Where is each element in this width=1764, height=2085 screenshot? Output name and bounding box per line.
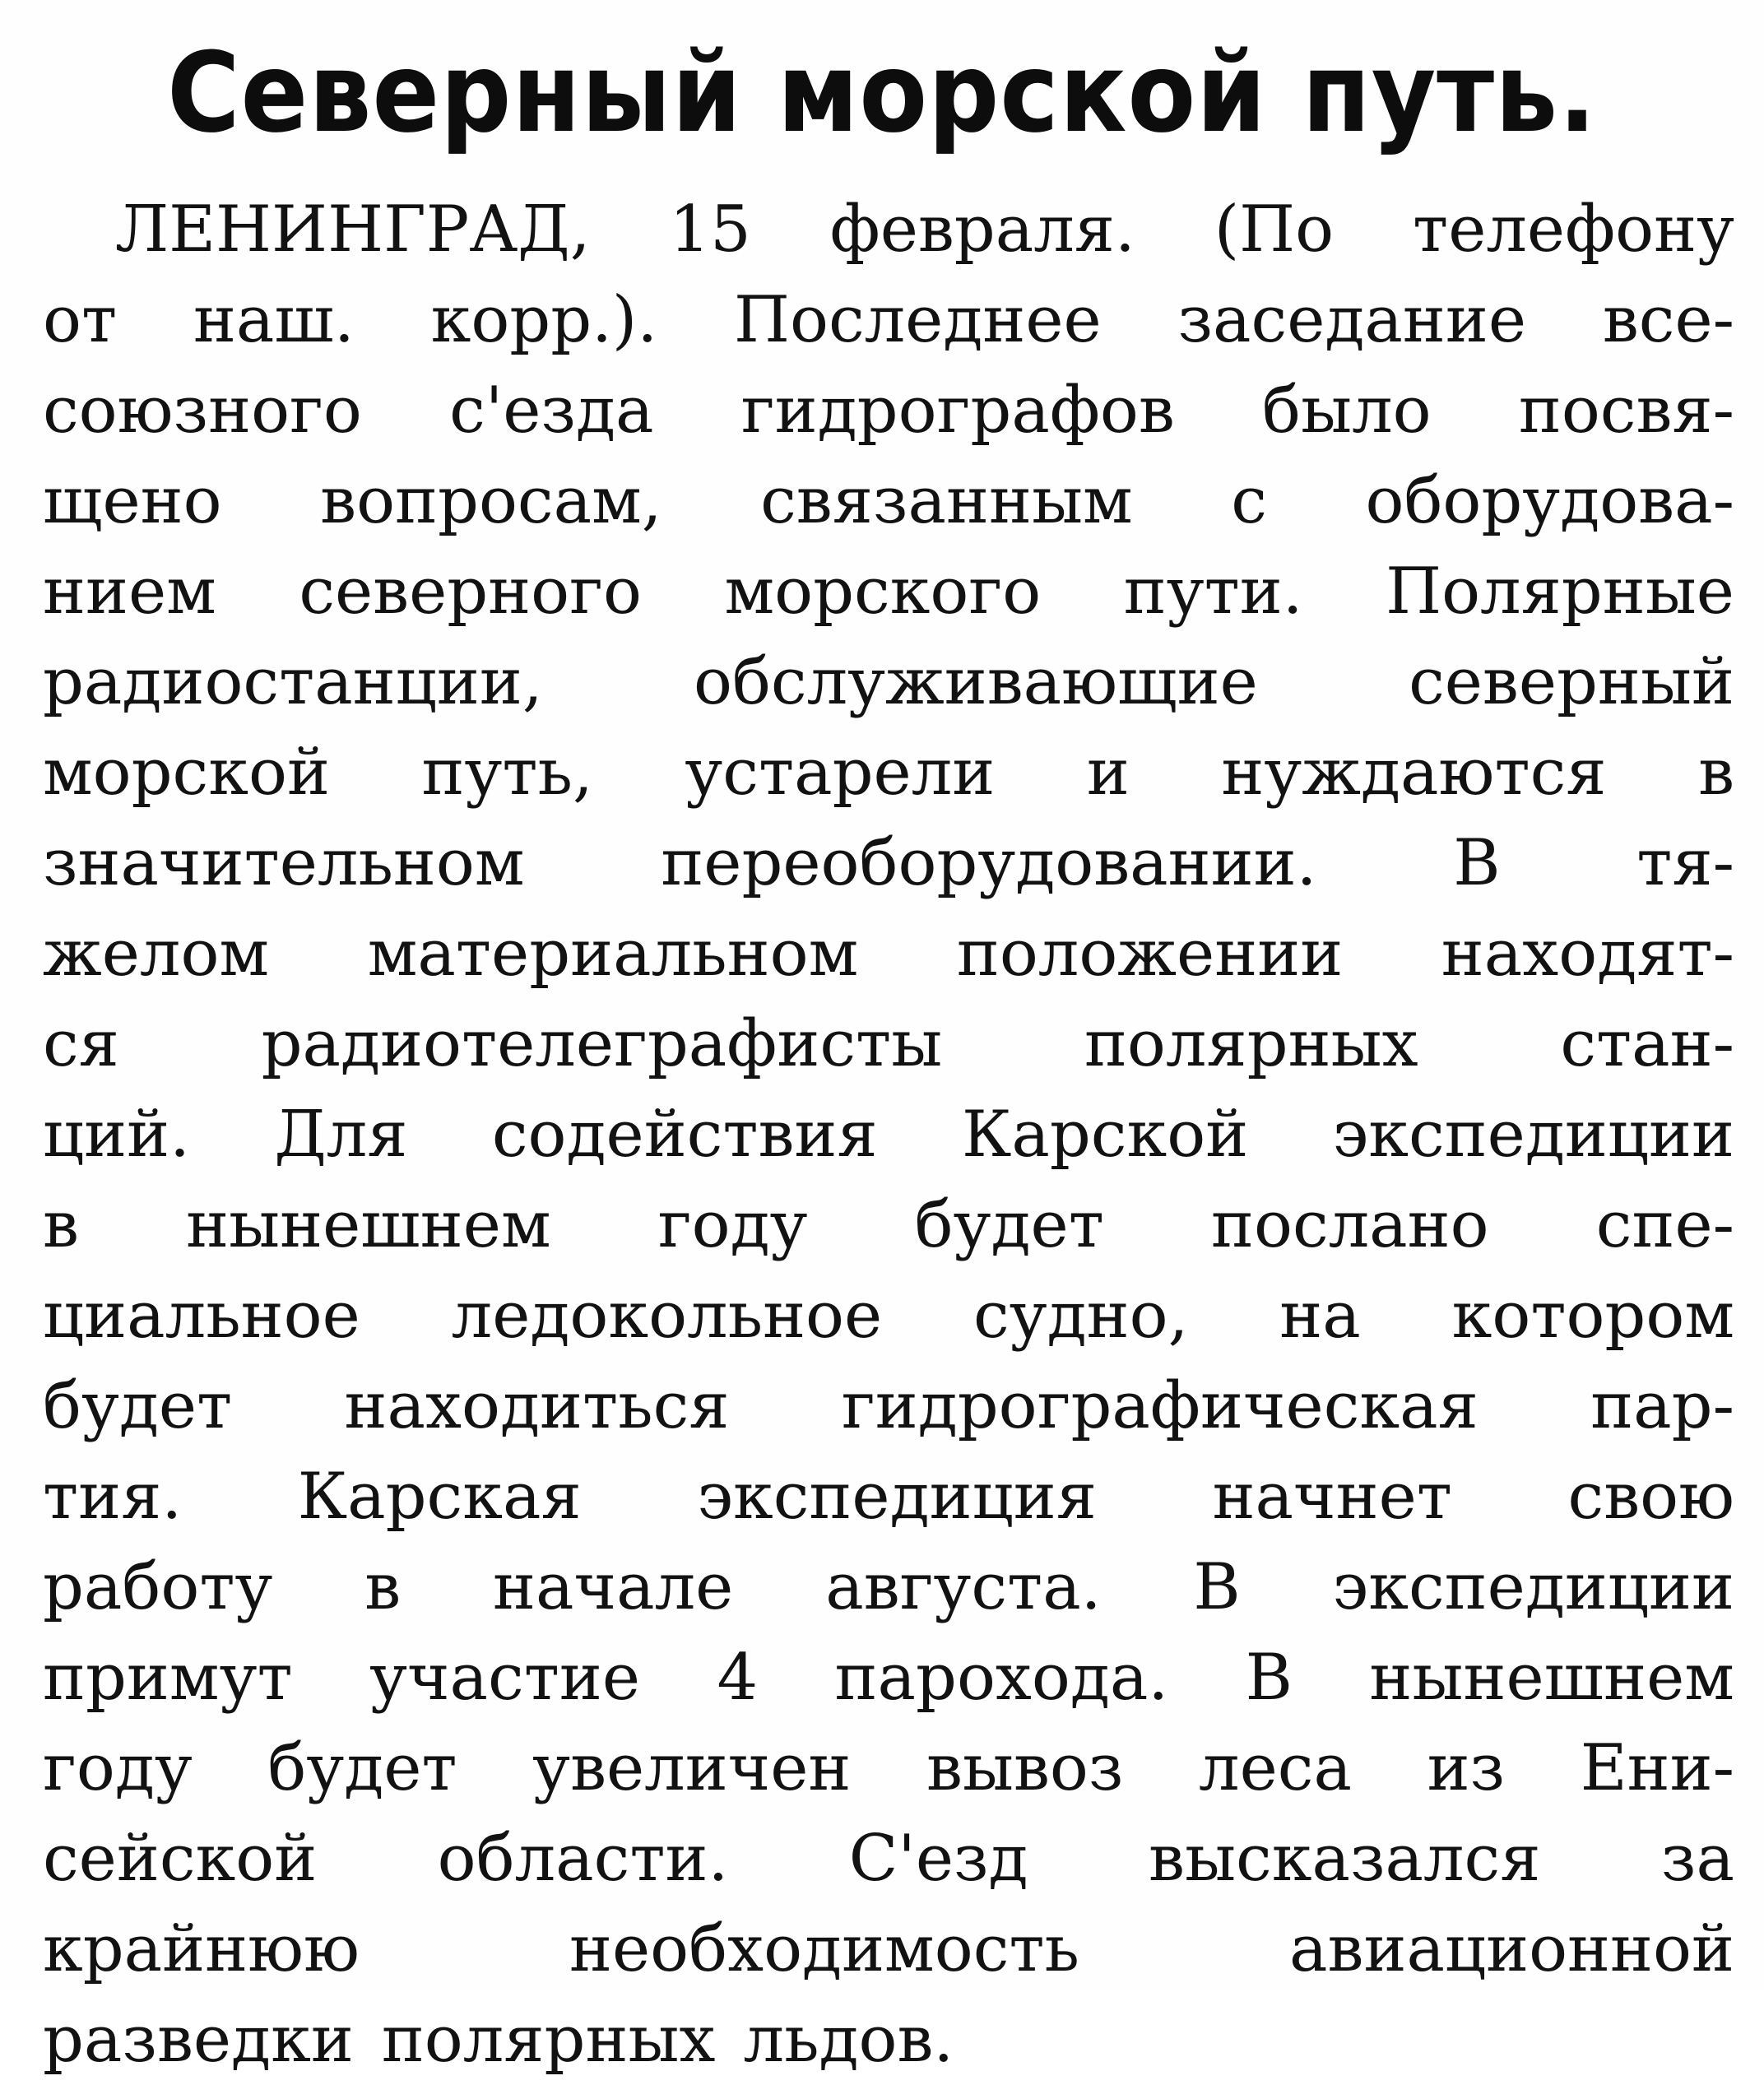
word: авиационной [1289,1912,1734,1986]
word: парохода. [834,1641,1169,1715]
word: обслуживающие [693,645,1258,719]
word: В [1193,1550,1241,1624]
word: работу [43,1550,273,1624]
word: в [43,1188,79,1262]
word: пути. [1123,555,1303,629]
text-line [43,1904,1734,1994]
word: телефону [1413,193,1734,267]
word: корр.). [430,283,658,357]
word: северного [299,555,642,629]
word: Ени- [1580,1731,1734,1805]
word: содействия [491,1098,878,1172]
text-line [43,1813,1734,1904]
word: В [1453,826,1501,900]
word: С'езд [848,1822,1028,1896]
text-line [43,1270,1734,1361]
word: 4 [717,1641,759,1715]
word: щено [43,464,222,538]
text-line [43,546,1734,637]
word: котором [1451,1279,1734,1353]
text-line [43,1451,1734,1542]
word: в [1698,736,1734,810]
text-line [43,1180,1734,1270]
word: (По [1214,193,1335,267]
word: ЛЕНИНГРАД, [115,193,591,267]
text-line [43,1632,1734,1723]
word: находят- [1441,917,1734,991]
word: радиостанции, [43,645,543,719]
word: судно, [973,1279,1189,1353]
word: высказался [1149,1822,1541,1896]
word: увеличен [532,1731,852,1805]
word: льдов. [743,2003,954,2077]
word: наш. [193,283,355,357]
word: области. [437,1822,729,1896]
word: желом [43,917,270,991]
word: будет [43,1369,233,1443]
word: от [43,283,118,357]
word: в [364,1550,402,1624]
word: ций. [43,1098,190,1172]
word: сейской [43,1822,318,1896]
word: было [1262,374,1432,448]
word: тия. [43,1460,183,1534]
text-line [43,1723,1734,1813]
text-line [43,818,1734,908]
word: полярных [1084,1007,1418,1081]
word: году [657,1188,808,1262]
word: вывоз [926,1731,1124,1805]
word: февраля. [829,193,1135,267]
word: из [1427,1731,1506,1805]
word: стан- [1560,1007,1734,1081]
word: союзного [43,374,362,448]
word: будет [267,1731,457,1805]
word: Карская [297,1460,582,1534]
word: леса [1199,1731,1352,1805]
word: нынешнем [186,1188,551,1262]
word: пар- [1590,1369,1734,1443]
word: нием [43,555,216,629]
word: циальное [43,1279,360,1353]
word: значительном [43,826,525,900]
word: северный [1409,645,1734,719]
text-line [43,1089,1734,1180]
word: нуждаются [1221,736,1607,810]
word: устарели [685,736,996,810]
word: свою [1567,1460,1734,1534]
word: экспедиции [1332,1550,1734,1624]
word: будет [914,1188,1104,1262]
text-line [43,637,1734,727]
word: морской [43,736,330,810]
word: экспедиция [697,1460,1097,1534]
word: 15 [669,193,751,267]
text-line [43,727,1734,818]
word: и [1086,736,1130,810]
text-line [43,999,1734,1089]
word: экспедиции [1332,1098,1734,1172]
word: августа. [825,1550,1102,1624]
word: положении [956,917,1344,991]
word: необходимость [569,1912,1079,1986]
word: гидрографов [740,374,1175,448]
text-line [43,1542,1734,1632]
word: крайнюю [43,1912,360,1986]
word: за [1660,1822,1734,1896]
word: с [1231,464,1267,538]
word: с'езда [449,374,654,448]
word: материальном [367,917,859,991]
text-line [43,908,1734,999]
word: все- [1602,283,1734,357]
word: вопросам, [320,464,662,538]
word: морского [724,555,1042,629]
word: заседание [1177,283,1527,357]
word: тя- [1636,826,1734,900]
word: связанным [760,464,1133,538]
word: послано [1211,1188,1489,1262]
word: Полярные [1386,555,1734,629]
word: на [1279,1279,1361,1353]
word: начале [493,1550,734,1624]
word: находиться [344,1369,730,1443]
word: путь, [421,736,593,810]
word: Карской [962,1098,1249,1172]
word: посвя- [1518,374,1734,448]
word: разведки [43,2003,354,2077]
text-line [43,365,1734,456]
text-line [43,456,1734,546]
word: В [1245,1641,1293,1715]
word: полярных [381,2003,716,2077]
word: спе- [1595,1188,1734,1262]
word: ся [43,1007,119,1081]
article-body [43,184,1734,2085]
word: примут [43,1641,293,1715]
word: начнет [1212,1460,1452,1534]
word: нынешнем [1369,1641,1734,1715]
word: Последнее [733,283,1102,357]
word: радиотелеграфисты [261,1007,943,1081]
text-line [43,184,1734,275]
word: гидрографическая [841,1369,1479,1443]
headline: Северный морской путь. [167,29,1597,157]
text-line [43,275,1734,365]
word: участие [369,1641,641,1715]
word: ледокольное [451,1279,883,1353]
word: году [43,1731,193,1805]
text-line [43,1361,1734,1451]
word: оборудова- [1365,464,1734,538]
word: переоборудовании. [661,826,1317,900]
text-line [43,1994,1734,2085]
word: Для [274,1098,408,1172]
